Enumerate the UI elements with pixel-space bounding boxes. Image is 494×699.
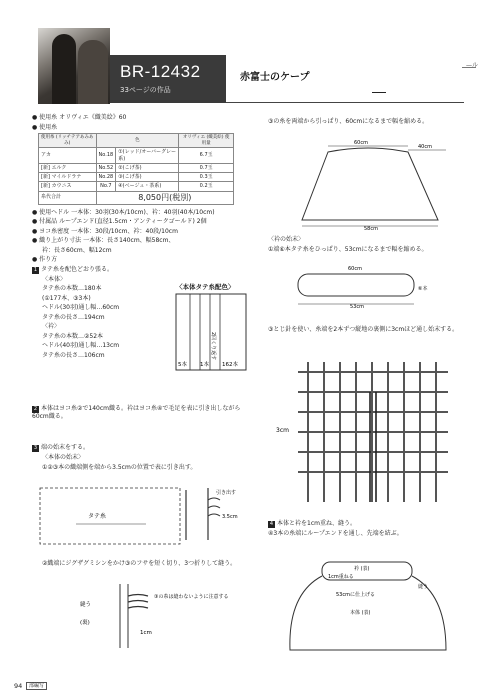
- heddle-line: ● 使用ヘドル 一本体：30羽(30本/10cm)、衿：40羽(40本/10cm): [32, 208, 215, 216]
- back-label: (裏): [80, 620, 90, 626]
- overlap-label: 1cm重ねる: [328, 574, 354, 580]
- grid-weave: [298, 362, 448, 502]
- warp-color-diagram: [170, 292, 252, 376]
- dim-label: 40cm: [418, 144, 432, 150]
- table-cell: No.28: [96, 173, 116, 182]
- table-row: [39, 173, 234, 182]
- collar-head: 〈衿〉: [42, 323, 61, 330]
- table-cell: 0.7玉: [179, 163, 234, 172]
- collar-line: ヘドル(40羽)通し幅…13cm: [42, 342, 120, 349]
- dim-label: 58cm: [364, 226, 378, 230]
- parts-line: ● 付属品 ループエンド(直径1.5cm・アンティークゴールド) 2個: [32, 218, 207, 225]
- body-head: 〈本体〉: [42, 275, 67, 283]
- note-label: ③の糸は縫わないように注意する: [154, 594, 229, 600]
- warp-label: 1本: [200, 362, 209, 368]
- warp-label: 5本: [178, 362, 187, 368]
- table-header: オリヴィエ (織美絵) 使用量: [179, 134, 234, 148]
- page-tag: 部編写: [26, 682, 47, 690]
- step3-a: ①②③本の織端側を端から3.5cmの位置で表に引き出す。: [42, 463, 197, 471]
- right-step-3: ③とじ針を使い、糸端を2本ずつ縦地の裏側に3cmほど通し始末する。: [268, 326, 459, 333]
- size-line: ● 織り上がり寸法 一本体：長さ140cm、幅58cm、: [32, 237, 175, 244]
- table-header: 色: [96, 134, 179, 148]
- edge-finish-diagram: [36, 480, 251, 550]
- sew-label: 縫う: [418, 584, 429, 590]
- weft-line: ● ヨコ糸密度 一本体：30段/10cm、衿：40段/10cm: [32, 227, 178, 235]
- gather-diagram: [268, 138, 478, 230]
- collar-label: 衿 (表): [354, 566, 370, 572]
- assembly-diagram: [268, 554, 478, 654]
- dim-label: 60cm: [348, 266, 362, 272]
- price-total: 8,050円(税別): [96, 191, 233, 204]
- step-2: 2 本体はヨコ糸②で140cm織る。衿はヨコ糸④で毛足を表に引き出しながら60cm織る。: [32, 405, 241, 420]
- warp-color-title: 〈本体タテ糸配色〉: [176, 283, 235, 291]
- warp-label: 162本: [222, 362, 238, 368]
- body-line: ヘドル(30羽)通し幅…60cm: [42, 304, 120, 311]
- table-cell: [新] マイルドラナ: [39, 173, 97, 182]
- table-cell: [新] カウニス: [39, 182, 97, 191]
- how-to-head: ● 作り方: [32, 256, 58, 263]
- collar-line: タテ糸の長さ…106cm: [42, 351, 105, 359]
- table-cell: ①(レッド/オーバーグレー系): [116, 148, 179, 164]
- collar-line: タテ糸の本数…②52本: [42, 332, 104, 340]
- cm-label: 3.5cm: [222, 514, 238, 520]
- table-cell: 0.2玉: [179, 182, 234, 191]
- repeat-label: 2回くり返す: [210, 332, 216, 361]
- model-photo: [38, 28, 110, 104]
- body-label: 本体 (表): [350, 610, 371, 616]
- price-label: 糸代合計: [39, 191, 97, 204]
- material-head: ● 使用糸: [32, 123, 58, 131]
- title-dash: [372, 92, 386, 93]
- table-cell: ②(こげ茶): [116, 163, 179, 172]
- table-cell: ③(こげ茶): [116, 173, 179, 182]
- yarn-line: ● 使用糸 オリヴィエ《織美絵》60: [32, 114, 127, 121]
- table-header-row: [39, 134, 234, 148]
- body-line: タテ糸の本数…180本: [42, 285, 102, 292]
- page-number: 94: [14, 682, 23, 690]
- photo-figure: [78, 40, 108, 104]
- step-3: 3 端の始末をする。 〈本体の始末〉 ①②③本の織端側を端から3.5cmの位置で表に引き出す。: [32, 444, 242, 473]
- header-rule: [226, 102, 464, 103]
- table-total-row: [39, 191, 234, 204]
- weave-finish-diagram: [268, 352, 478, 512]
- body-line: タテ糸の長さ…194cm: [42, 313, 105, 321]
- pattern-code: BR-12432: [120, 62, 201, 81]
- table-row: [39, 148, 234, 164]
- table-cell: 6.7玉: [179, 148, 234, 164]
- table-cell: アカ: [39, 148, 97, 164]
- right-step-1: ③の糸を両端から引っぱり、60cmになるまで幅を縮める。: [268, 118, 429, 125]
- step3-sub: 〈本体の始末〉: [42, 454, 85, 461]
- hem-diagram: [60, 584, 230, 648]
- collar-diagram: [268, 262, 478, 310]
- page-title: 赤富士のケープ: [240, 72, 310, 83]
- dim-label: 3cm: [276, 427, 289, 434]
- pattern-code-bar: [110, 55, 226, 103]
- table-row: [39, 182, 234, 191]
- right-collar: 〈衿の始末〉 ①端⑥本タテ糸をひっぱり、53cmになるまで幅を縮める。: [268, 236, 428, 253]
- table-row: [39, 163, 234, 172]
- size-line-2: 衿：長さ60cm、幅12cm: [42, 246, 112, 254]
- sew-label: 縫う: [80, 602, 92, 608]
- step-3b: ②織端にジグザグミシンをかけ③のフサを短く切り、3つ折りして縫う。: [42, 560, 237, 567]
- table-cell: [新] エルク: [39, 163, 97, 172]
- table-cell: No.7: [96, 182, 116, 191]
- dim-label: 60cm: [354, 140, 368, 146]
- materials-table: [38, 133, 234, 205]
- page-reference: 33ページの作品: [120, 86, 171, 95]
- photo-figure: [52, 34, 76, 104]
- table-cell: ④(ベージュ・茶系): [116, 182, 179, 191]
- table-cell: No.52: [96, 163, 116, 172]
- table-cell: No.18: [96, 148, 116, 164]
- step-1: 1 タテ糸を配色どおり張る。: [33, 265, 114, 273]
- cm-label: 1cm: [140, 630, 152, 636]
- pull-out-label: 引き出す: [216, 490, 237, 496]
- dim-label: 53cm: [350, 304, 364, 310]
- table-cell: 0.3玉: [179, 173, 234, 182]
- body-line: (①177本、③3本): [42, 294, 91, 302]
- right-step-4: 4 本体と衿を1cm重ね、縫う。 ④3本の糸端にループエンドを通し、先端を結ぶ。: [268, 520, 403, 537]
- corner-mark: —ル: [466, 62, 479, 69]
- finish-label: 53cmに仕上げる: [336, 592, 375, 598]
- strand-label: ⑥本: [418, 286, 428, 292]
- table-header: 使用糸 (リッチテアあみあみ): [39, 134, 97, 148]
- warp-direction-label: タテ糸: [88, 513, 107, 520]
